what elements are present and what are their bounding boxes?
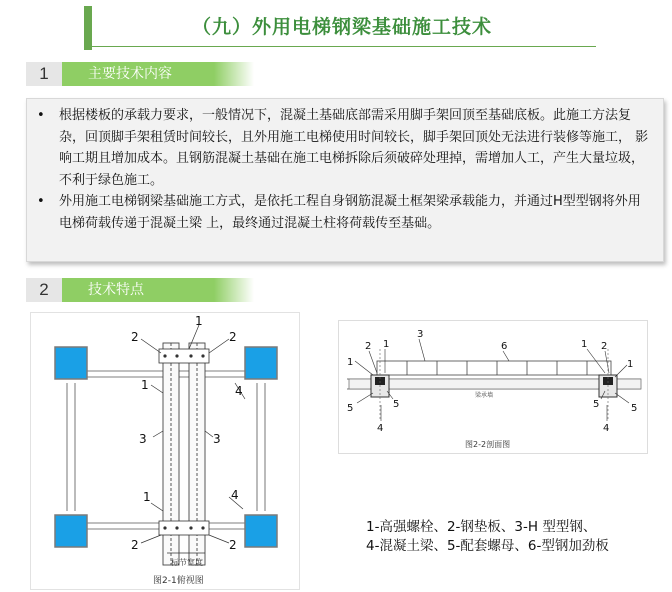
section-number: 1 (26, 62, 62, 86)
section-number: 2 (26, 278, 62, 302)
section-view-figure (338, 320, 648, 454)
plan-label-2: 2 (131, 538, 139, 552)
plan-view-drawing (31, 313, 301, 591)
section-label-5: 5 (393, 399, 400, 410)
plan-label-3: 3 (213, 432, 221, 446)
section-label-5: 5 (631, 403, 638, 414)
section-label: 主要技术内容 (62, 62, 214, 86)
plan-label-2: 2 (131, 330, 139, 344)
section-label-5: 5 (347, 403, 354, 414)
section-label-4: 4 (377, 423, 384, 434)
section-caption: 图2-2剖面图 (465, 440, 511, 449)
section-label-fade (214, 62, 254, 86)
plan-label-2: 2 (229, 330, 237, 344)
section-label-1: 1 (347, 357, 354, 368)
section-label-1: 1 (383, 339, 390, 350)
figure-legend (366, 518, 656, 556)
paragraph-text: 外用施工电梯钢梁基础施工方式，是依托工程自身钢筋混凝土框架梁承载能力，并通过H型型钢将外用电梯荷载传递于混凝土梁 上，最终通过混凝土柱将荷载传至基础。 (59, 194, 641, 231)
plan-label-1: 1 (195, 314, 203, 328)
section-label-2: 2 (365, 341, 372, 352)
paragraph-2 (37, 191, 653, 234)
section-beam-label: 梁承墙 (475, 392, 494, 399)
legend-line-1: 1-高强螺栓、2-钢垫板、3-H 型型钢、 (366, 519, 597, 535)
section-label: 技术特点 (62, 278, 214, 302)
bullet: • (37, 194, 45, 209)
section-label-1: 1 (581, 339, 588, 350)
plan-label-3: 3 (139, 432, 147, 446)
plan-label-4: 4 (235, 384, 243, 398)
content-box (26, 98, 664, 262)
bullet: • (37, 108, 45, 123)
section-label-2: 2 (601, 341, 608, 352)
plan-label-4: 4 (231, 488, 239, 502)
plan-dim-label: 标节宽度 (171, 558, 203, 567)
plan-label-1: 1 (143, 490, 151, 504)
plan-caption: 图2-1俯视图 (153, 576, 204, 586)
section-label-5: 5 (593, 399, 600, 410)
section-label-1: 1 (627, 359, 634, 370)
paragraph-1 (37, 105, 653, 191)
section-label-6: 6 (501, 341, 508, 352)
floor-slab (347, 379, 641, 389)
h-beam-section (377, 361, 611, 375)
section-label-fade (214, 278, 254, 302)
title-underline (84, 46, 596, 47)
plan-view-figure (30, 312, 300, 590)
title-accent-bar (84, 6, 92, 50)
plan-label-2: 2 (229, 538, 237, 552)
section-label-4: 4 (603, 423, 610, 434)
paragraph-text: 根据楼板的承载力要求，一般情况下，混凝土基础底部需采用脚手架回顶至基础底板。此施工方法复杂，回顶脚手架租赁时间较长，且外用施工电梯使用时间较长，脚手架回顶处无法进行装修等施工， 影响工期且增加成本。且钢筋混凝土基础在施工电梯拆除后须破碎处理掉，需增加人工，产生大量垃圾，不利于绿色施工。 (59, 108, 649, 188)
section-view-drawing (339, 321, 649, 455)
section-label-3: 3 (417, 329, 424, 340)
legend-line-2: 4-混凝土梁、5-配套螺母、6-型钢加劲板 (366, 538, 609, 554)
page-title: （九）外用电梯钢梁基础施工技术 (191, 16, 492, 38)
plan-label-1: 1 (141, 378, 149, 392)
